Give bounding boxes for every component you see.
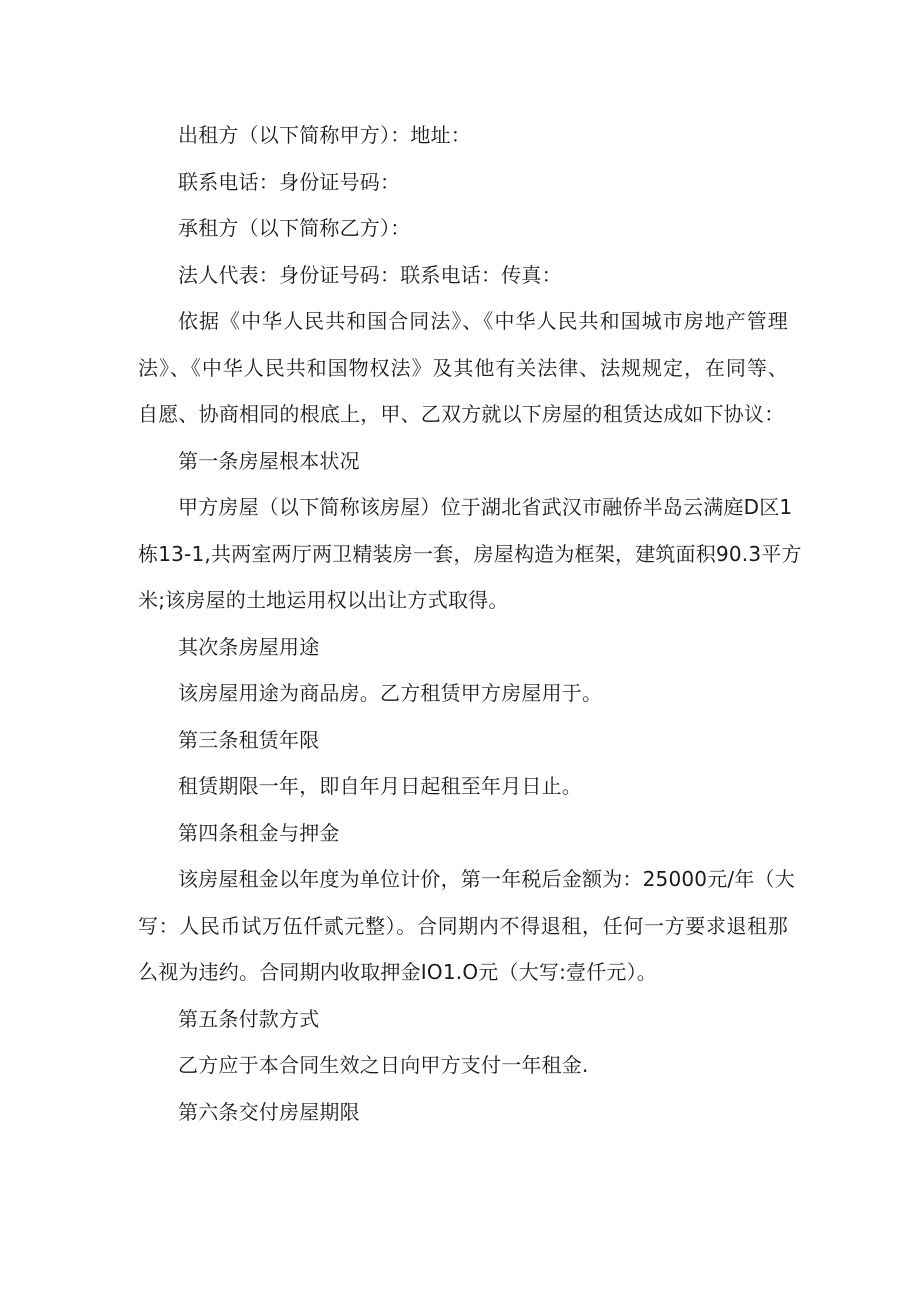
article-4-heading: 第四条租金与押金 (178, 820, 340, 845)
basis-paragraph-line-1: 依据《中华人民共和国合同法》、《中华人民共和国城市房地产管理 (178, 309, 788, 333)
article-4-text-line-3: 么视为违约。合同期内收取押金IO1.O元（大写:壹仟元）。 (138, 960, 658, 984)
article-1-text-line-3: 米;该房屋的土地运用权以出让方式取得。 (138, 588, 509, 612)
lessor-contact-line: 联系电话：身份证号码： (178, 169, 401, 194)
legal-rep-line: 法人代表：身份证号码：联系电话：传真： (178, 262, 562, 287)
basis-paragraph-line-2: 法》、《中华人民共和国物权法》及其他有关法律、法规规定，在同等、 (138, 355, 788, 380)
lessor-line: 出租方（以下简称甲方）：地址： (178, 123, 471, 147)
article-3-heading: 第三条租赁年限 (178, 727, 320, 752)
article-1-text-line-1: 甲方房屋（以下简称该房屋）位于湖北省武汉市融侨半岛云满庭D区1 (178, 495, 793, 519)
lessee-line: 承租方（以下简称乙方）： (178, 216, 411, 240)
basis-paragraph-line-3: 自愿、协商相同的根底上，甲、乙双方就以下房屋的租赁达成如下协议： (138, 402, 785, 426)
article-6-heading: 第六条交付房屋期限 (178, 1099, 360, 1124)
article-1-heading: 第一条房屋根本状况 (178, 448, 360, 473)
document-body (138, 112, 802, 1135)
article-5-heading: 第五条付款方式 (178, 1006, 320, 1031)
article-1-text-line-2: 栋13-1,共两室两厅两卫精装房一套，房屋构造为框架，建筑面积90.3平方 (138, 541, 802, 566)
article-2-heading: 其次条房屋用途 (178, 634, 320, 659)
article-4-text-line-1: 该房屋租金以年度为单位计价，第一年税后金额为：25000元/年（大 (178, 867, 795, 891)
article-4-text-line-2: 写：人民币试万伍仟贰元整）。合同期内不得退租，任何一方要求退租那 (138, 913, 788, 938)
article-3-text: 租赁期限一年，即自年月日起租至年月日止。 (178, 774, 582, 798)
article-2-text: 该房屋用途为商品房。乙方租赁甲方房屋用于。 (178, 681, 603, 705)
article-5-text: 乙方应于本合同生效之日向甲方支付一年租金. (178, 1053, 589, 1077)
